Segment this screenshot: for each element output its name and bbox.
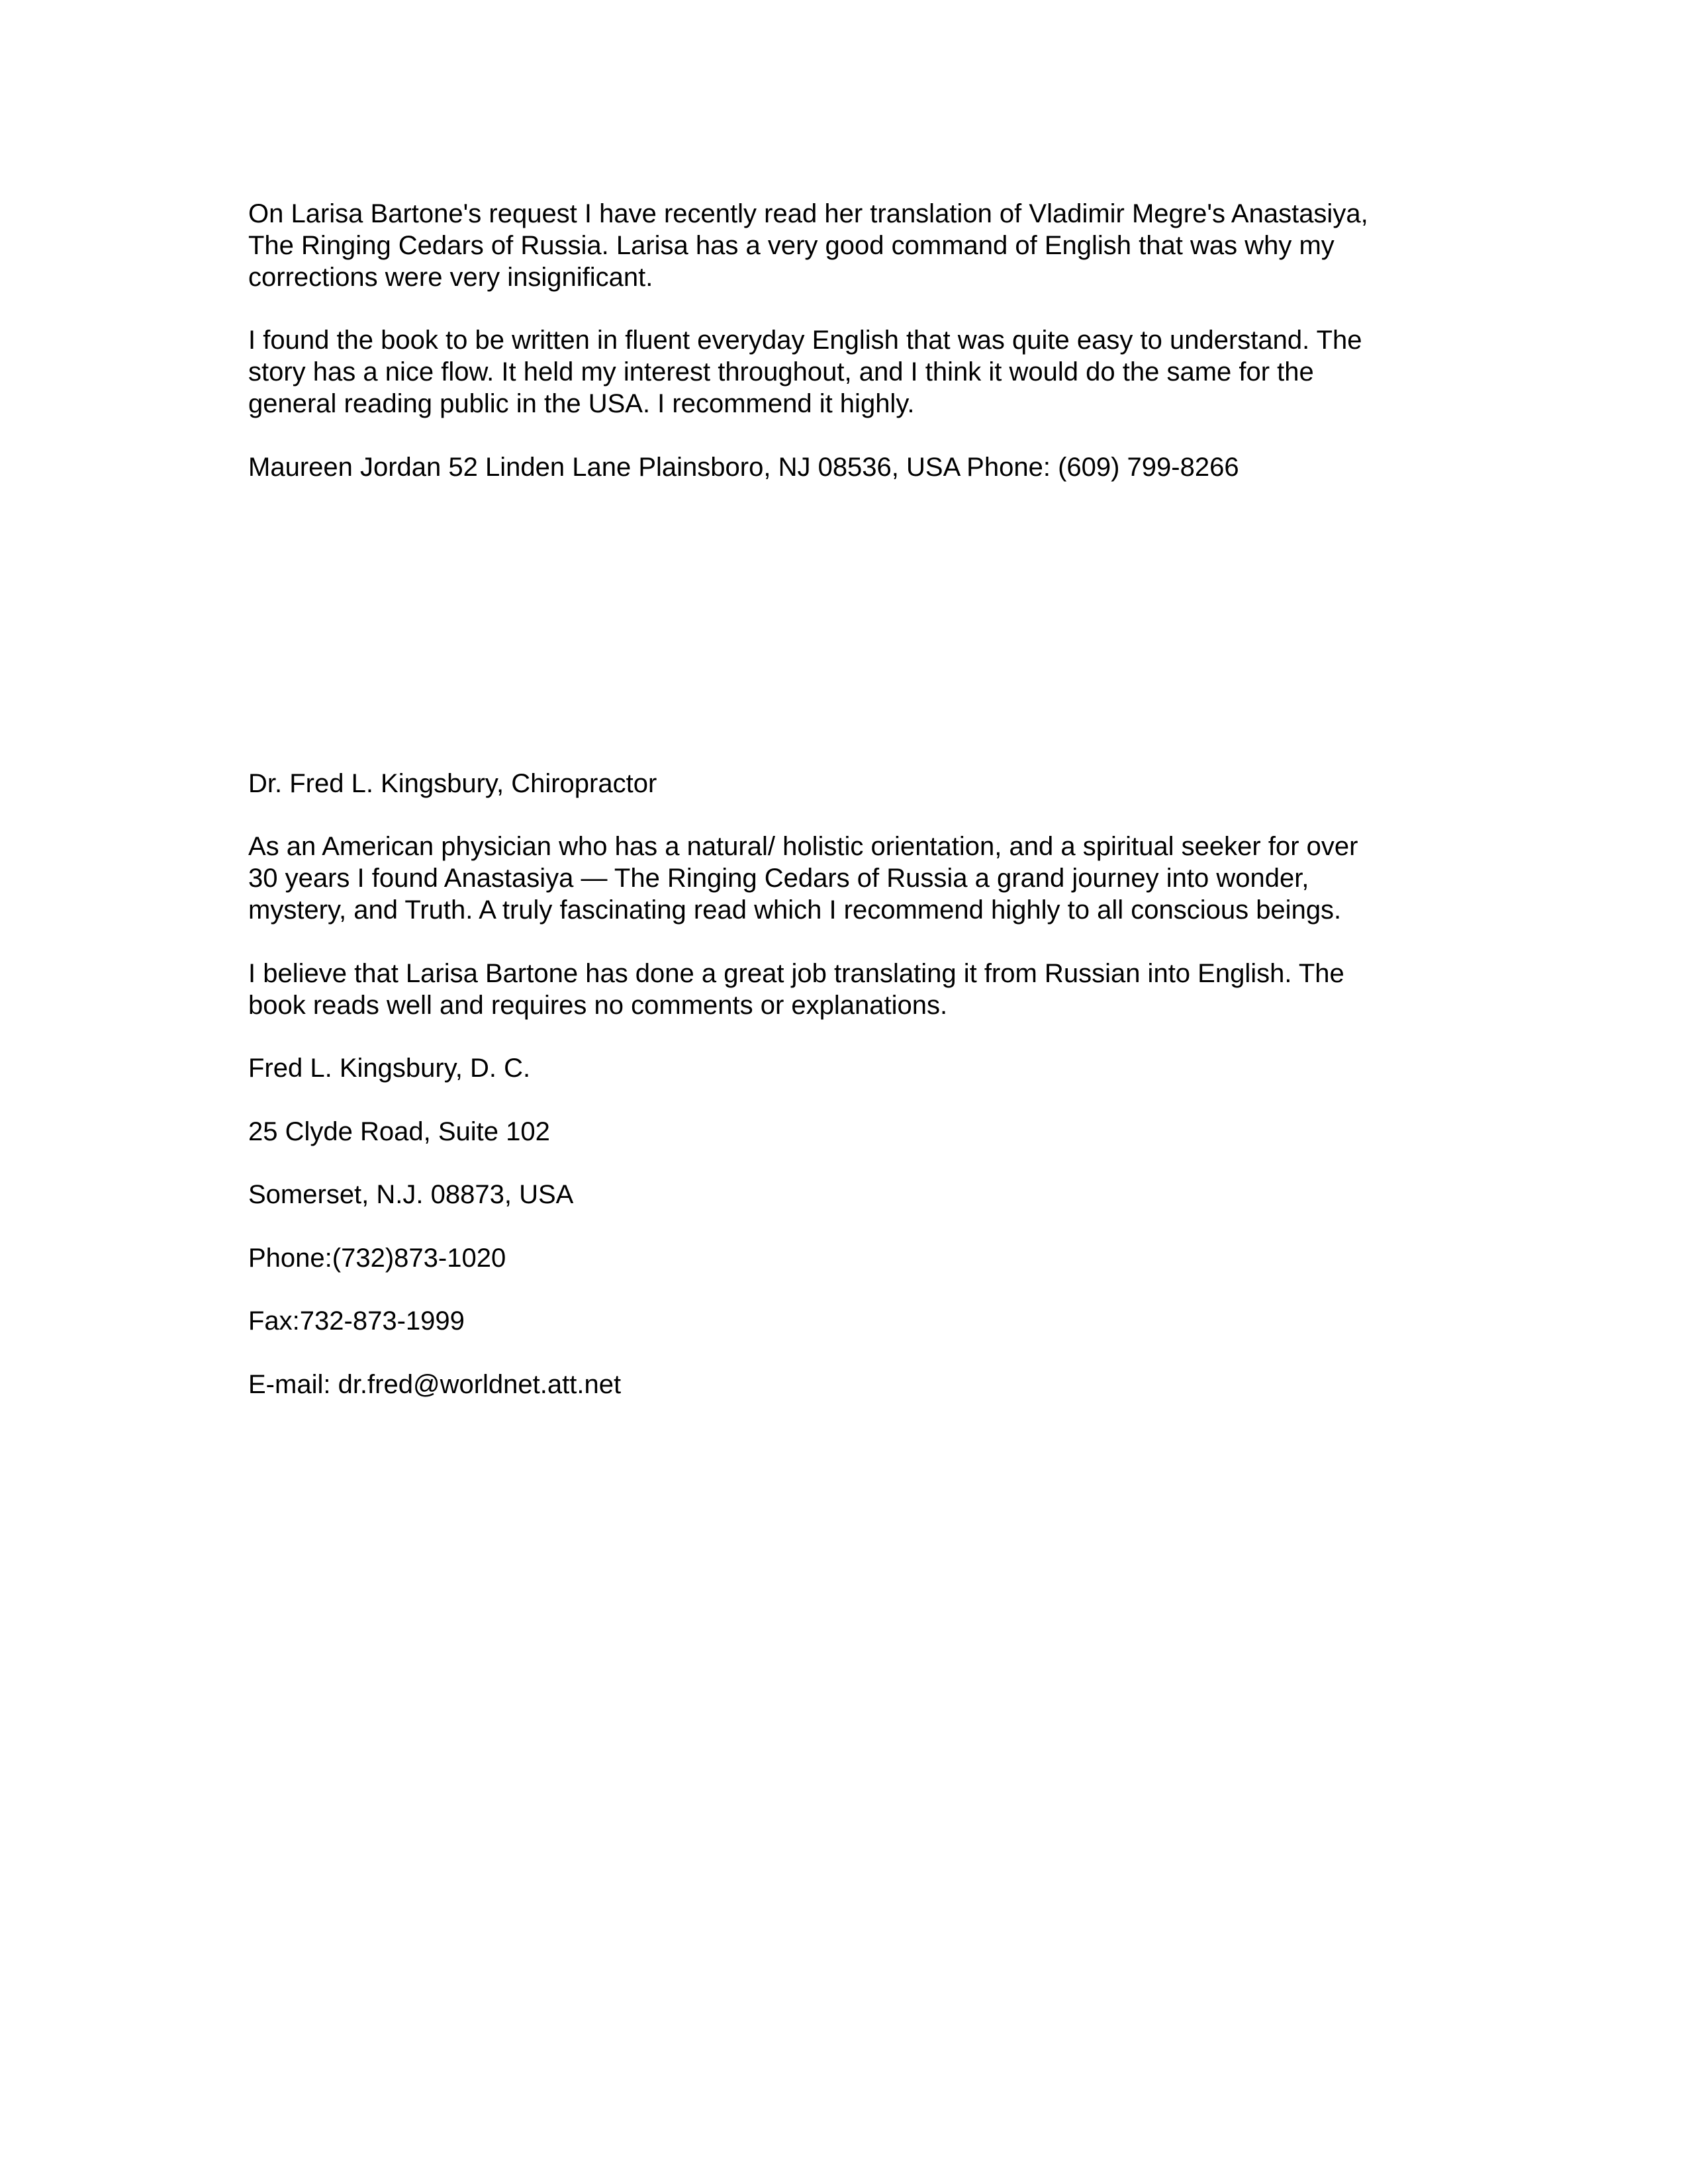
letter2-paragraph1: As an American physician who has a natural/ holistic orientation, and a spiritual seeker for over 30 years I found Anastasiya — The Ringing Cedars of Russia a grand journey into wonder, mystery, and Truth. A truly fascinating read which I recommend highly to all conscious beings. [248,832,1358,925]
letter1-signature: Maureen Jordan 52 Linden Lane Plainsboro, NJ 08536, USA Phone: (609) 799-8266 [248,453,1239,482]
letter2-fax: Fax:732-873-1999 [248,1306,465,1336]
letter1-paragraph1: On Larisa Bartone's request I have recently read her translation of Vladimir Megre's Anastasiya, The Ringing Cedars of Russia. Larisa has a very good command of English that was why my corrections were very insignificant. [248,199,1368,292]
letter1-paragraph2: I found the book to be written in fluent everyday English that was quite easy to understand. The story has a nice flow. It held my interest throughout, and I think it would do the same for the general reading public in the USA. I recommend it highly. [248,326,1362,418]
letter2-paragraph2: I believe that Larisa Bartone has done a great job translating it from Russian into English. The book reads well and requires no comments or explanations. [248,959,1344,1020]
letter2-city: Somerset, N.J. 08873, USA [248,1180,574,1209]
letter2-heading: Dr. Fred L. Kingsbury, Chiropractor [248,769,657,798]
letter2-name: Fred L. Kingsbury, D. C. [248,1054,531,1083]
letter2-address: 25 Clyde Road, Suite 102 [248,1117,550,1146]
letter2-email: E-mail: dr.fred@worldnet.att.net [248,1370,622,1399]
letter2-phone: Phone:(732)873-1020 [248,1244,506,1273]
